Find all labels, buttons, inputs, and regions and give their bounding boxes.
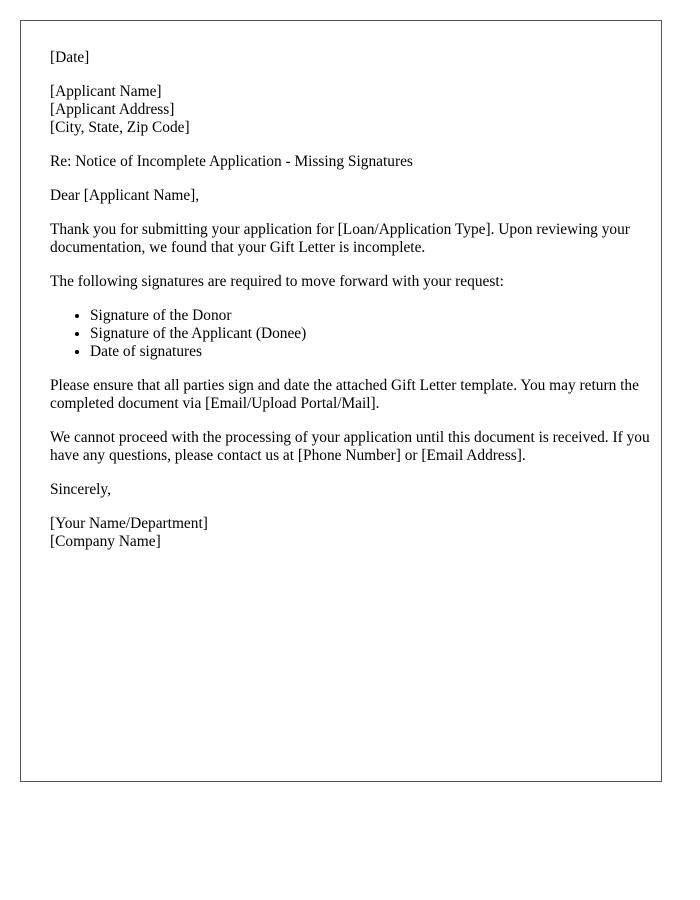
letter-subject: Re: Notice of Incomplete Application - Missing Signatures (50, 153, 413, 170)
recipient-block (50, 83, 650, 137)
sender-name-department: [Your Name/Department] (50, 515, 208, 532)
paragraph-contact: We cannot proceed with the processing of your application until this document is received. If you have any questions, please contact us at [Phone Number] or [Email Address]. (50, 429, 650, 464)
paragraph-instructions: Please ensure that all parties sign and date the attached Gift Letter template. You may return the completed document via [Email/Upload Portal/Mail]. (50, 377, 639, 412)
recipient-city-state-zip: [City, State, Zip Code] (50, 119, 190, 136)
recipient-address: [Applicant Address] (50, 101, 175, 118)
paragraph-intro: Thank you for submitting your application for [Loan/Application Type]. Upon reviewing your documentation, we found that your Gift Letter is incomplete. (50, 221, 630, 256)
letter-body (50, 49, 650, 567)
sender-company: [Company Name] (50, 533, 161, 550)
sender-block (50, 515, 650, 551)
letter-page (20, 20, 662, 782)
list-item: • Date of signatures (90, 343, 650, 361)
list-item: • Signature of the Applicant (Donee) (90, 325, 650, 343)
list-item: • Signature of the Donor (90, 307, 650, 325)
letter-closing: Sincerely, (50, 481, 111, 498)
letter-salutation: Dear [Applicant Name], (50, 187, 200, 204)
required-signatures-list (50, 307, 650, 361)
letter-date: [Date] (50, 49, 90, 66)
recipient-name: [Applicant Name] (50, 83, 162, 100)
paragraph-requirements: The following signatures are required to move forward with your request: (50, 273, 504, 290)
